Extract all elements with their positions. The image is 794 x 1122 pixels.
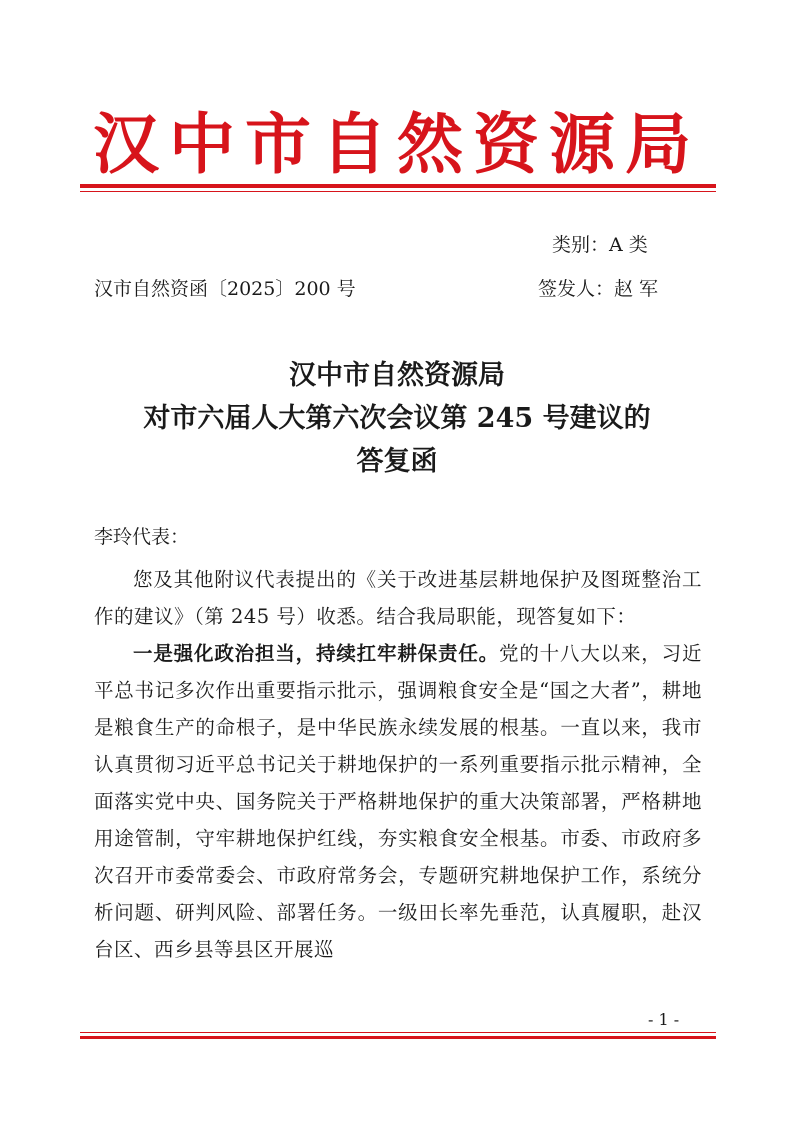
document-number: 汉市自然资函〔2025〕200 号: [94, 278, 356, 300]
body-text: [94, 561, 702, 968]
document-category: 类别：A 类: [552, 234, 648, 256]
page-number: - 1 -: [648, 1010, 680, 1029]
footer-red-rule-thin: [80, 1032, 716, 1033]
salutation: 李玲代表：: [94, 526, 190, 548]
masthead-red-rule-thin: [80, 191, 716, 192]
masthead-red-rule-thick: [80, 184, 716, 188]
footer-red-rule-thick: [80, 1036, 716, 1039]
document-title: [0, 354, 794, 483]
paragraph-body: 党的十八大以来，习近平总书记多次作出重要指示批示，强调粮食安全是“国之大者”，耕地是粮食生产的命根子，是中华民族永续发展的根基。一直以来，我市认真贯彻习近平总书记关于耕地保护的一系列重要指示批示精神，全面落实党中央、国务院关于严格耕地保护的重大决策部署，严格耕地用途管制，守牢耕地保护红线，夯实粮食安全根基。市委、市政府多次召开市委常委会、市政府常务会，专题研究耕地保护工作，系统分析问题、研判风险、部署任务。一级田长率先垂范，认真履职，赴汉台区、西乡县等县区开展巡: [94, 642, 702, 961]
document-signer: 签发人：赵 军: [538, 278, 659, 300]
title-line-3: 答复函: [356, 446, 438, 477]
body-paragraph-1: 您及其他附议代表提出的《关于改进基层耕地保护及图斑整治工作的建议》（第 245 号）收悉。结合我局职能，现答复如下：: [94, 568, 702, 628]
body-paragraph-2: [94, 635, 702, 968]
title-line-2: 对市六届人大第六次会议第 245 号建议的: [143, 403, 651, 434]
title-line-1: 汉中市自然资源局: [289, 360, 505, 391]
paragraph-lead-heading: 一是强化政治担当，持续扛牢耕保责任。: [133, 642, 499, 665]
masthead-org-title: 汉中市自然资源局: [93, 105, 701, 183]
